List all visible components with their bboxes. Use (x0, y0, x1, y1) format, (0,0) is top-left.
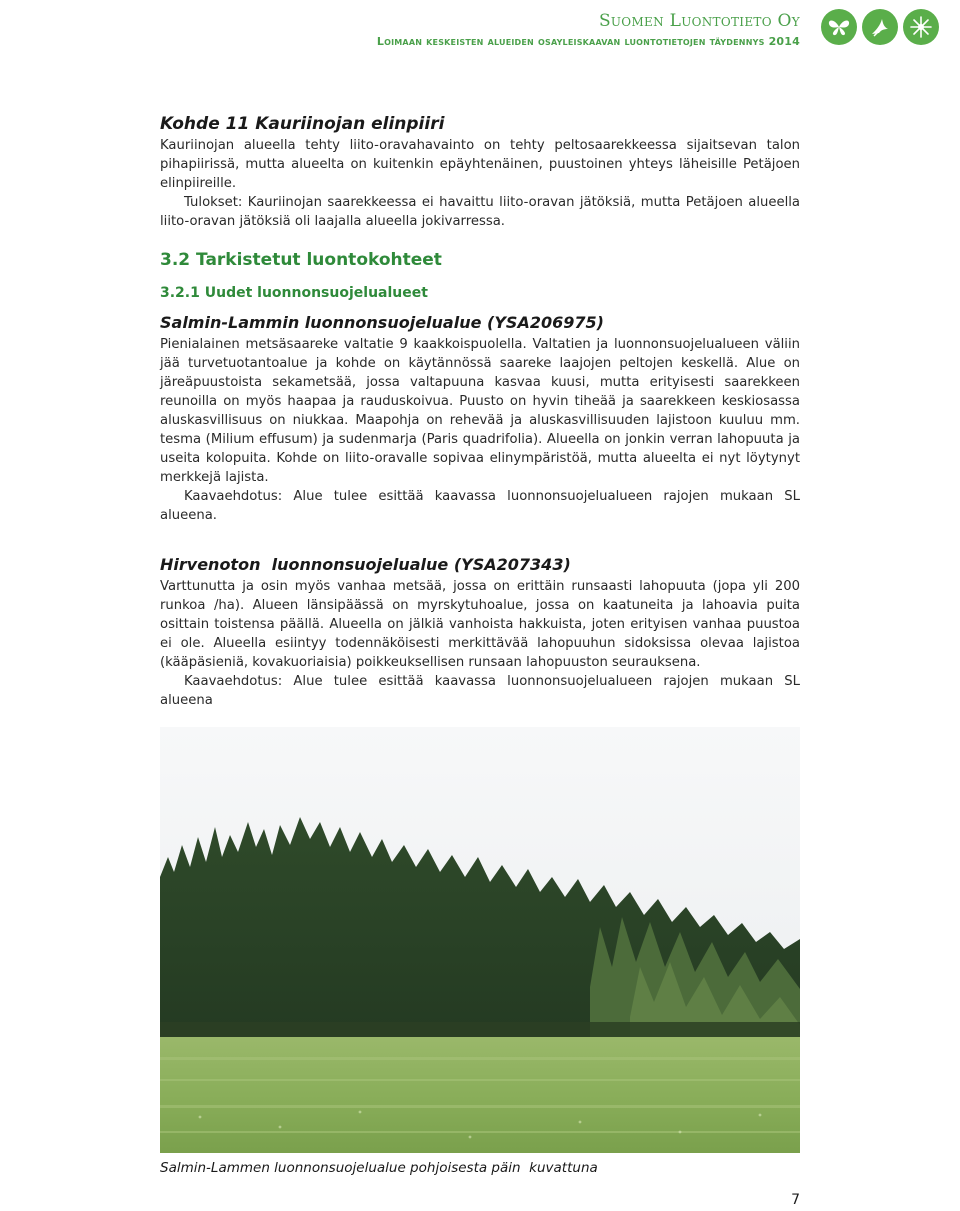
salmin-paragraph-2: Kaavaehdotus: Alue tulee esittää kaavassa luonnonsuojelualueen rajojen mukaan SL alueena. (160, 489, 800, 523)
kohde11-paragraph-2: Tulokset: Kauriinojan saarekkeessa ei havaittu liito-oravan jätöksiä, mutta Petäjoen alueella liito-oravan jätöksiä oli laajalla alueella jokivarressa. (160, 195, 800, 229)
kohde11-title: Kohde 11 Kauriinojan elinpiiri (160, 114, 445, 134)
section-title: 3.2 Tarkistetut luontokohteet (160, 250, 442, 270)
logo-icons (821, 9, 939, 45)
brand-name: Suomen Luontotieto Oy (598, 11, 800, 31)
salmin-paragraph-1: Pienialainen metsäsaareke valtatie 9 kaakkoispuolella. Valtatien ja luonnonsuojelualueen väliin jää turvetuotantoalue ja kohde on käytännössä saareke laajojen peltojen keskellä. Alue on järeäpuustoista sekametsää, jossa valtapuuna kasvaa kuusi, mutta erityisesti saarekkeen reunoilla on myös haapaa ja rauduskoivua. Puusto on hyvin tiheää ja saarekkeen keskiosassa aluskasvillisuus on niukkaa. Maapohja on rehevää ja aluskasvillisuuden lajistoon kuuluu mm. tesma (Milium effusum) ja sudenmarja (Paris quadrifolia). Alueella on jonkin verran lahopuuta ja useita kolopuita. Kohde on liito-oravalle sopivaa elinympäristöä, mutta alueelta ei nyt löytynyt merkkejä lajista. (160, 337, 800, 485)
kohde11-paragraph-1: Kauriinojan alueella tehty liito-oravahavainto on tehty peltosaarekkeessa sijaitsevan talon pihapiirissä, mutta alueelta on kuitenkin epäyhtenäinen, puustoinen yhteys läheisille Petäjoen elinpiireille. (160, 138, 800, 191)
bird-icon (862, 9, 898, 45)
butterfly-icon (821, 9, 857, 45)
salmin-title: Salmin-Lammin luonnonsuojelualue (YSA206975) (160, 313, 604, 332)
flower-icon (903, 9, 939, 45)
hirvenoton-title: Hirvenoton luonnonsuojelualue (YSA207343) (160, 555, 571, 574)
report-subtitle: Loimaan keskeisten alueiden osayleiskaavan luontotietojen täydennys 2014 (376, 35, 800, 48)
hirvenoton-paragraph-2: Kaavaehdotus: Alue tulee esittää kaavassa luonnonsuojelualueen rajojen mukaan SL alueena (160, 674, 800, 708)
page-header (377, 10, 800, 50)
main-content (160, 112, 800, 710)
photo-caption: Salmin-Lammen luonnonsuojelualue pohjoisesta päin kuvattuna (160, 1160, 598, 1176)
subsection-title: 3.2.1 Uudet luonnonsuojelualueet (160, 285, 428, 301)
forest-photo (160, 727, 800, 1153)
page-number: 7 (791, 1192, 800, 1208)
hirvenoton-paragraph-1: Varttunutta ja osin myös vanhaa metsää, jossa on erittäin runsaasti lahopuuta (jopa yli 200 runkoa /ha). Alueen länsipäässä on myrskytuhoalue, jossa on kaatuneita ja lahoavia puita osittain toistensa päällä. Alueella on jälkiä vanhoista hakkuista, joten erityisen vanhaa puustoa ei ole. Alueella esiintyy todennäköisesti merkittävää lahopuuhun sidoksissa olevaa lajistoa (kääpäsieniä, kovakuoriaisia) poikkeuksellisen runsaan lahopuuston seurauksena. (160, 579, 800, 670)
